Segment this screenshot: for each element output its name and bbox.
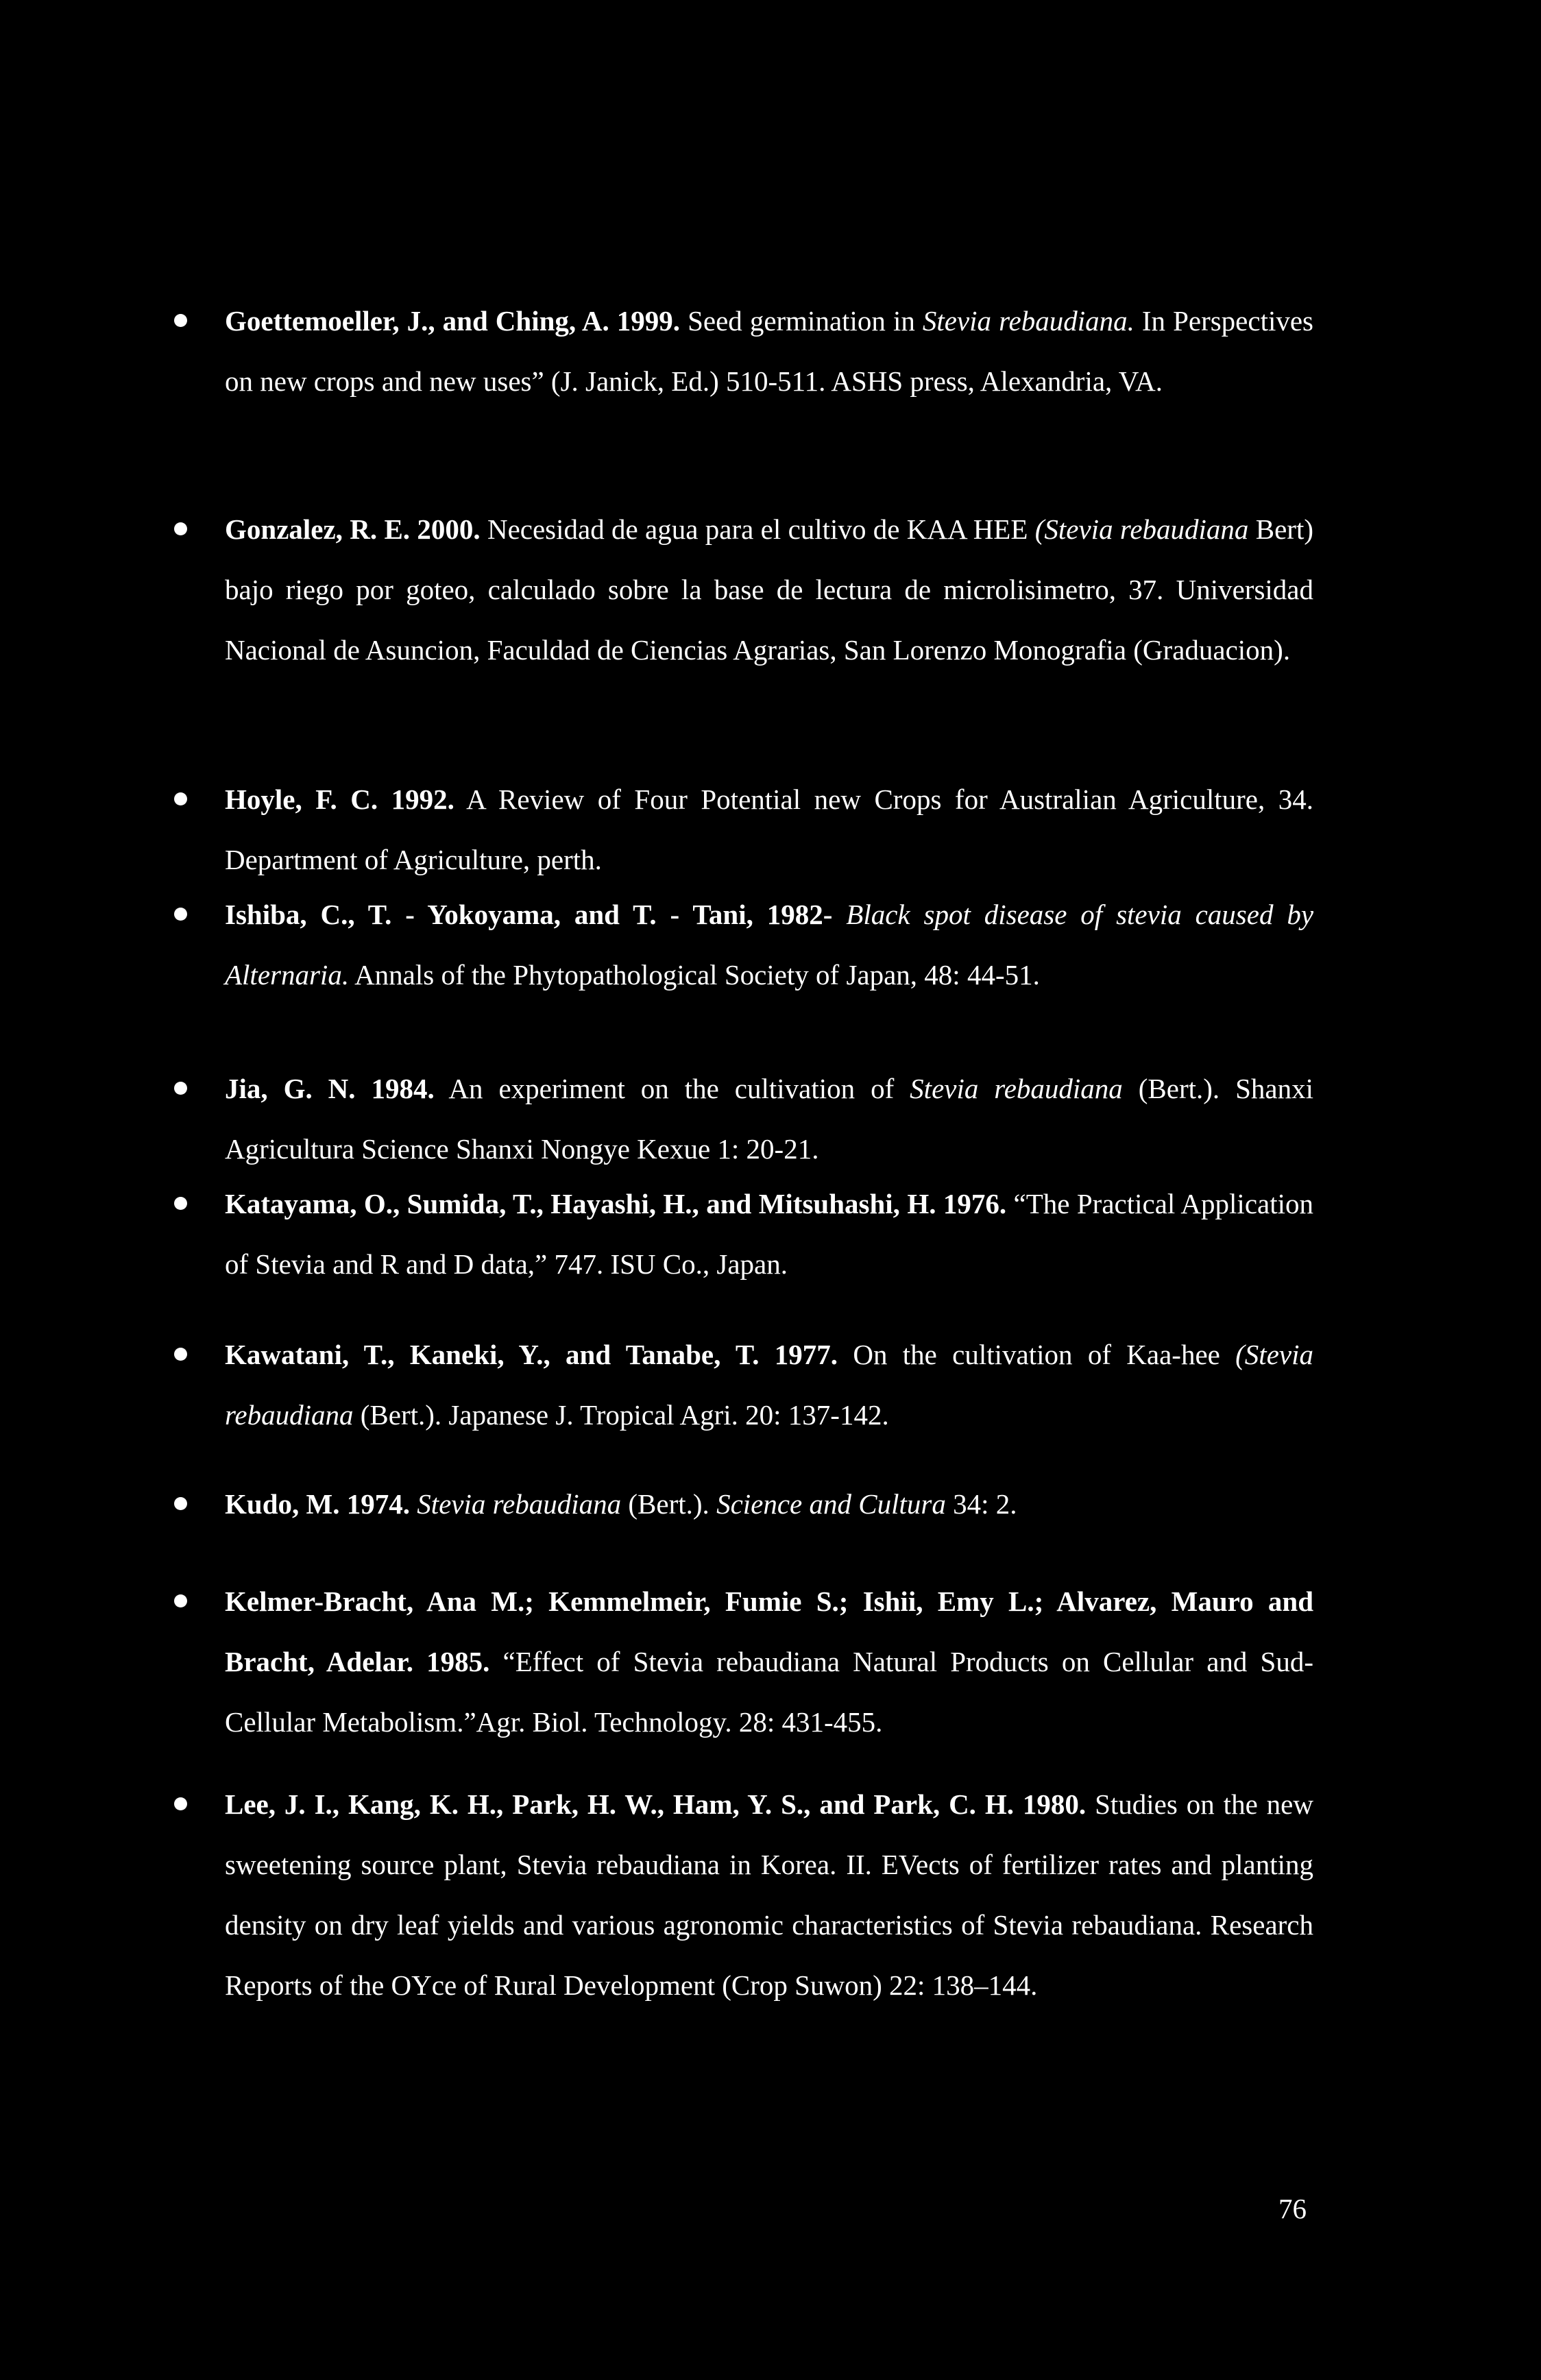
reference-authors: Jia, G. N. 1984. xyxy=(225,1073,435,1104)
reference-italic-text: Stevia rebaudiana xyxy=(417,1488,622,1520)
reference-italic-text: (Stevia rebaudiana xyxy=(225,1339,1313,1431)
reference-authors: Goettemoeller, J., and Ching, A. 1999. xyxy=(225,305,681,337)
reference-italic-text: (Stevia rebaudiana xyxy=(1034,513,1249,545)
bullet-icon xyxy=(174,1797,187,1810)
bullet-icon xyxy=(174,1497,187,1510)
reference-italic-text: Stevia rebaudiana xyxy=(910,1073,1123,1104)
bullet-icon xyxy=(174,522,187,535)
reference-authors: Kelmer-Bracht, Ana M.; Kemmelmeir, Fumie S.; Ishii, Emy L.; Alvarez, Mauro and Bracht, Adelar. 1985. xyxy=(225,1586,1313,1677)
reference-hoyle xyxy=(225,769,1313,890)
reference-jia xyxy=(225,1058,1313,1179)
reference-lee xyxy=(225,1774,1313,2015)
reference-text: “Effect of Stevia rebaudiana Natural Products on Cellular and Sud-Cellular Metabolism.”Agr. Biol. Technology. 28: 431-455. xyxy=(225,1646,1313,1738)
reference-katayama xyxy=(225,1174,1313,1294)
reference-text: Necesidad de agua para el cultivo de KAA HEE xyxy=(480,513,1035,545)
reference-text xyxy=(410,1488,417,1520)
bullet-icon xyxy=(174,908,187,921)
reference-text: “The Practical Application of Stevia and R and D data,” 747. ISU Co., Japan. xyxy=(225,1188,1314,1280)
page-number: 76 xyxy=(1278,2193,1307,2224)
bullet-icon xyxy=(174,1348,187,1361)
reference-text: Bert) bajo riego por goteo, calculado sobre la base de lectura de microlisimetro, 37. Universidad Nacional de Asuncion, Faculdad de Ciencias Agrarias, San Lorenzo Monografia (Graduacion). xyxy=(225,513,1313,666)
reference-text: (Bert.). Shanxi Agricultura Science Shanxi Nongye Kexue 1: 20-21. xyxy=(225,1073,1313,1165)
reference-authors: Gonzalez, R. E. 2000. xyxy=(225,513,481,545)
reference-text: Studies on the new sweetening source plant, Stevia rebaudiana in Korea. II. EVects of fertilizer rates and planting density on dry leaf yields and various agronomic characteristics of Stevia rebaudiana. Research Reports of the OYce of Rural Development (Crop Suwon) 22: 138–144. xyxy=(225,1788,1313,2001)
bullet-icon xyxy=(174,1197,187,1210)
reference-authors: Katayama, O., Sumida, T., Hayashi, H., and Mitsuhashi, H. 1976. xyxy=(225,1188,1007,1219)
reference-authors: Kudo, M. 1974. xyxy=(225,1488,410,1520)
reference-authors: Ishiba, C., T. - Yokoyama, and T. - Tani, 1982- xyxy=(225,899,833,930)
reference-authors: Hoyle, F. C. 1992. xyxy=(225,784,454,815)
reference-authors: Kawatani, T., Kaneki, Y., and Tanabe, T. 1977. xyxy=(225,1339,838,1370)
reference-text: In Perspectives on new crops and new uses” (J. Janick, Ed.) 510-511. ASHS press, Alexandria, VA. xyxy=(225,305,1314,397)
reference-italic-text: Stevia rebaudiana. xyxy=(922,305,1134,337)
reference-text: On the cultivation of Kaa-hee xyxy=(838,1339,1236,1370)
reference-goettemoeller xyxy=(225,291,1313,411)
reference-italic-text: Science and Cultura xyxy=(716,1488,946,1520)
reference-text: (Bert.). xyxy=(621,1488,717,1520)
reference-text: A Review of Four Potential new Crops for Australian Agriculture, 34. Department of Agriculture, perth. xyxy=(225,784,1314,875)
bullet-icon xyxy=(174,792,187,805)
reference-text xyxy=(832,899,846,930)
bullet-icon xyxy=(174,1082,187,1095)
bullet-icon xyxy=(174,314,187,327)
reference-ishiba xyxy=(225,884,1313,1005)
reference-text: Seed germination in xyxy=(680,305,923,337)
reference-text: Annals of the Phytopathological Society of Japan, 48: 44-51. xyxy=(349,959,1040,991)
reference-authors: Lee, J. I., Kang, K. H., Park, H. W., Ham, Y. S., and Park, C. H. 1980. xyxy=(225,1788,1087,1820)
reference-text: 34: 2. xyxy=(945,1488,1017,1520)
reference-kelmer-bracht xyxy=(225,1571,1313,1752)
reference-kawatani xyxy=(225,1324,1313,1445)
reference-text: (Bert.). Japanese J. Tropical Agri. 20: 137-142. xyxy=(353,1399,889,1431)
bullet-icon xyxy=(174,1594,187,1607)
reference-text: An experiment on the cultivation of xyxy=(434,1073,910,1104)
reference-italic-text: Black spot disease of stevia caused by Alternaria. xyxy=(225,899,1314,991)
reference-kudo xyxy=(225,1474,1313,1534)
reference-gonzalez xyxy=(225,499,1313,680)
